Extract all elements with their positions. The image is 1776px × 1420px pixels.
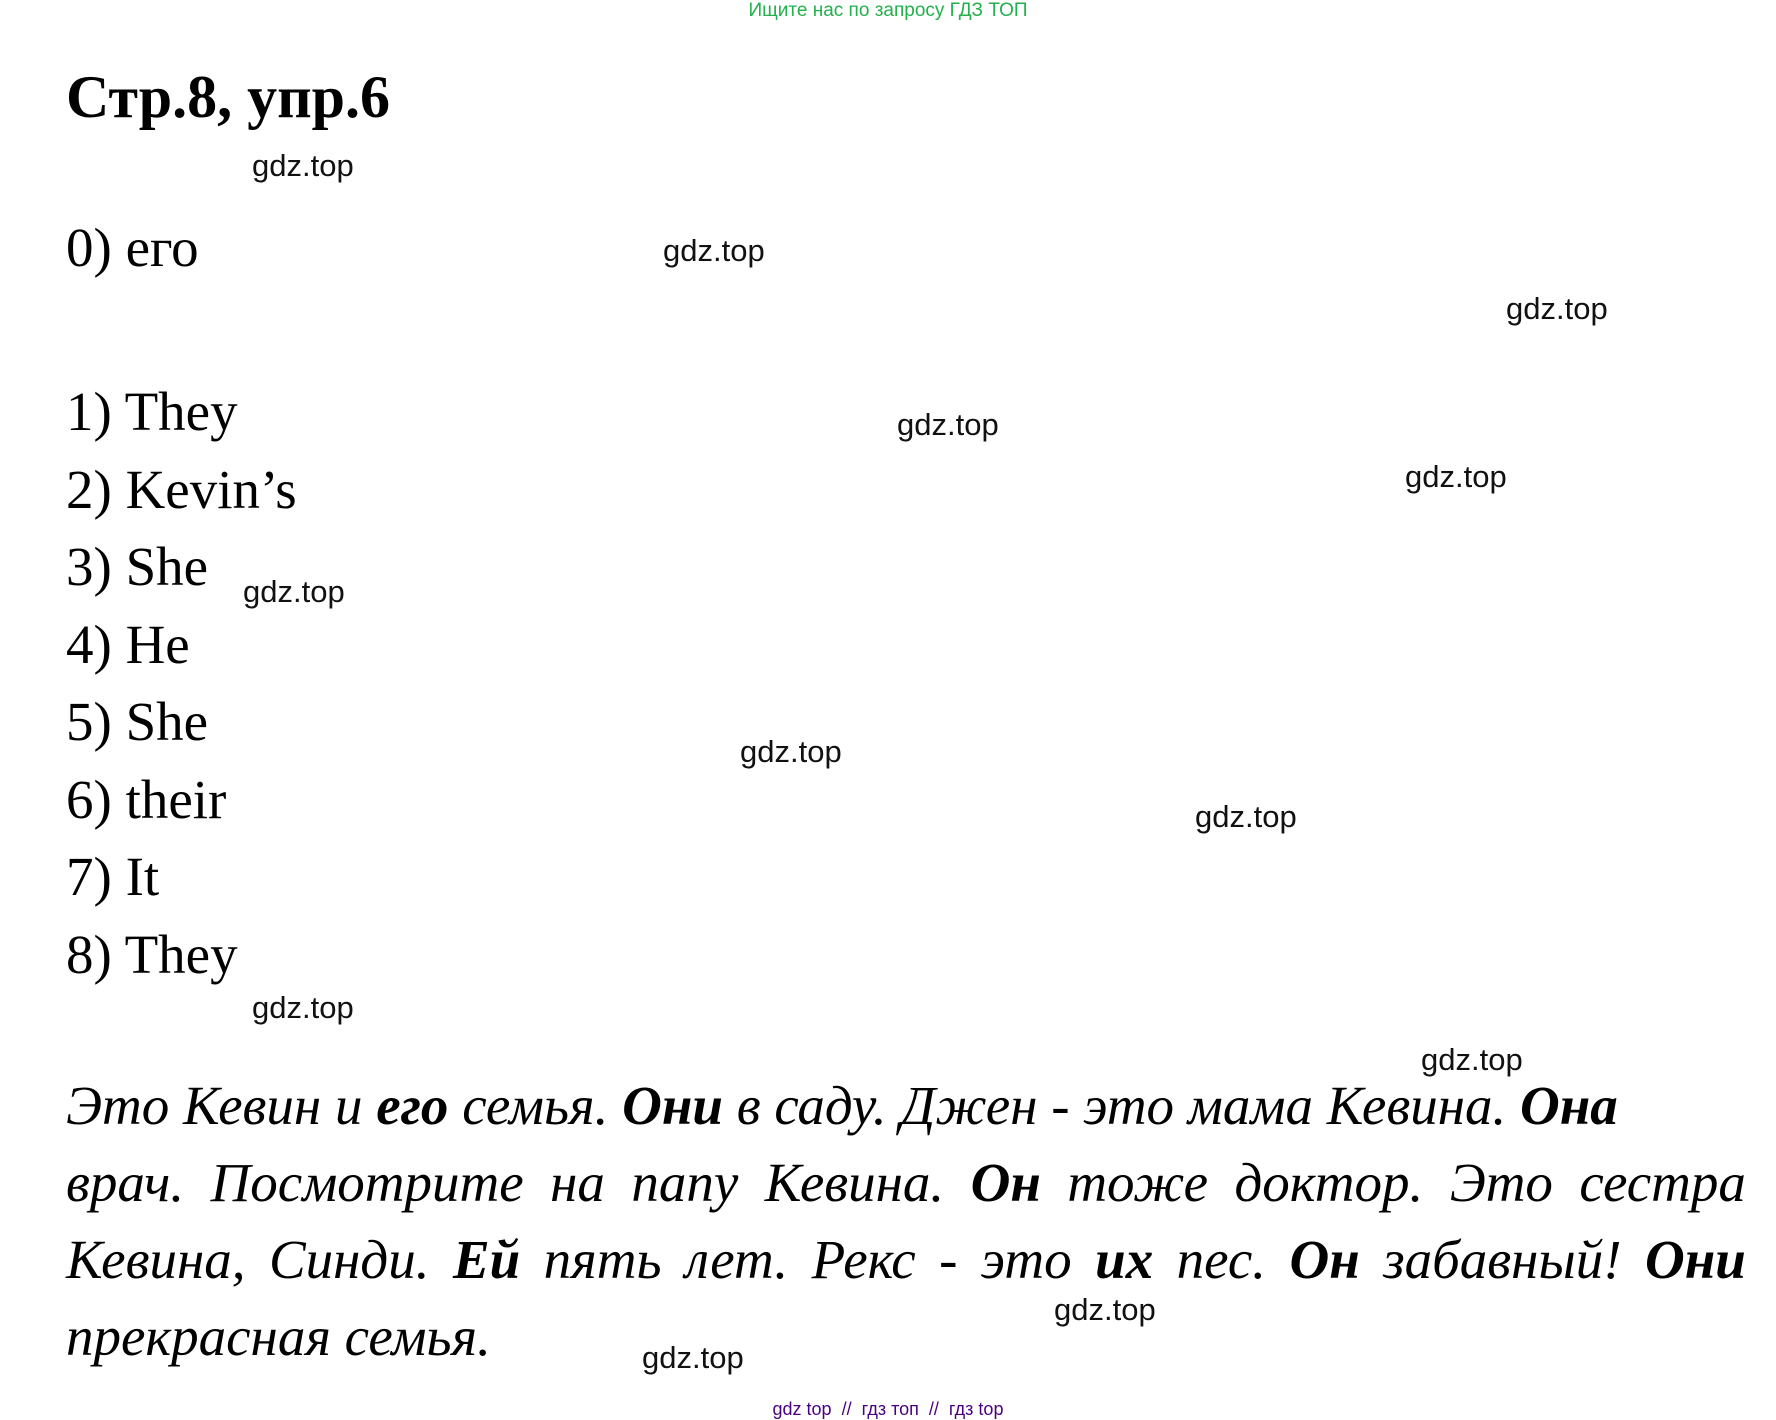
translation-word: врач. [66, 1152, 185, 1213]
translation-paragraph [66, 1067, 1746, 1375]
highlighted-word: Он [1289, 1229, 1360, 1290]
translation-line [66, 1144, 1746, 1221]
answer-item: 8) They [66, 923, 238, 985]
highlighted-word: Она [1520, 1075, 1618, 1136]
answer-item: 5) She [66, 691, 209, 752]
answer-item: 1) They [66, 381, 238, 442]
highlighted-word: Они [1644, 1229, 1746, 1290]
highlighted-word: его [376, 1075, 449, 1136]
watermark: gdz.top [740, 734, 842, 769]
watermark: gdz.top [1506, 291, 1608, 326]
translation-word: пять [543, 1229, 662, 1290]
translation-text: в саду. Джен - это мама Кевина. [722, 1075, 1520, 1136]
watermark: gdz.top [642, 1340, 744, 1375]
page-title: Стр.8, упр.6 [66, 64, 391, 130]
top-banner: Ищите нас по запросу ГДЗ ТОП [748, 0, 1028, 21]
translation-word: Синди. [268, 1229, 430, 1290]
highlighted-word: Ей [452, 1229, 521, 1290]
translation-text: семья. [448, 1075, 623, 1136]
footer-separator: // [841, 1399, 852, 1419]
translation-word: тоже [1067, 1152, 1209, 1213]
answer-item: 6) their [66, 768, 227, 830]
footer-link: гдз топ [861, 1399, 919, 1419]
translation-word: Кевина. [764, 1152, 945, 1213]
translation-word: пес. [1176, 1229, 1267, 1290]
highlighted-word: Они [622, 1075, 723, 1136]
footer-link: gdz top [772, 1399, 832, 1419]
footer [0, 1398, 1776, 1420]
watermark: gdz.top [252, 148, 354, 183]
answer-item: 2) Kevin’s [66, 458, 297, 520]
translation-word: Это [1449, 1152, 1553, 1213]
watermark: gdz.top [1421, 1042, 1523, 1077]
translation-line [66, 1221, 1746, 1298]
watermark: gdz.top [243, 574, 345, 609]
answer-list [66, 373, 297, 993]
footer-separator: // [928, 1399, 939, 1419]
answer-item: 4) He [66, 613, 190, 675]
translation-word: Посмотрите [210, 1152, 524, 1213]
translation-word: Кевина, [66, 1229, 246, 1290]
translation-word: папу [631, 1152, 739, 1213]
highlighted-word: их [1095, 1229, 1154, 1290]
watermark: gdz.top [897, 407, 999, 442]
watermark: gdz.top [252, 990, 354, 1025]
translation-word: - [939, 1229, 958, 1290]
translation-word: доктор. [1234, 1152, 1424, 1213]
translation-word: на [550, 1152, 605, 1213]
watermark: gdz.top [1054, 1292, 1156, 1327]
translation-word: Рекс [811, 1229, 916, 1290]
answer-item: 7) It [66, 846, 160, 907]
translation-line: прекрасная семья. [66, 1306, 491, 1367]
watermark: gdz.top [1195, 799, 1297, 834]
answer-item: 3) She [66, 536, 209, 597]
translation-word: забавный! [1383, 1229, 1622, 1290]
answer-example: 0) его [66, 217, 199, 278]
translation-word: это [980, 1229, 1072, 1290]
translation-word: лет. [684, 1229, 789, 1290]
translation-text: Это Кевин и [66, 1075, 377, 1136]
translation-line [66, 1067, 1746, 1144]
translation-word: сестра [1579, 1152, 1746, 1213]
highlighted-word: Он [970, 1152, 1041, 1213]
watermark: gdz.top [663, 233, 765, 268]
watermark: gdz.top [1405, 459, 1507, 494]
footer-link: гдз top [948, 1399, 1004, 1419]
